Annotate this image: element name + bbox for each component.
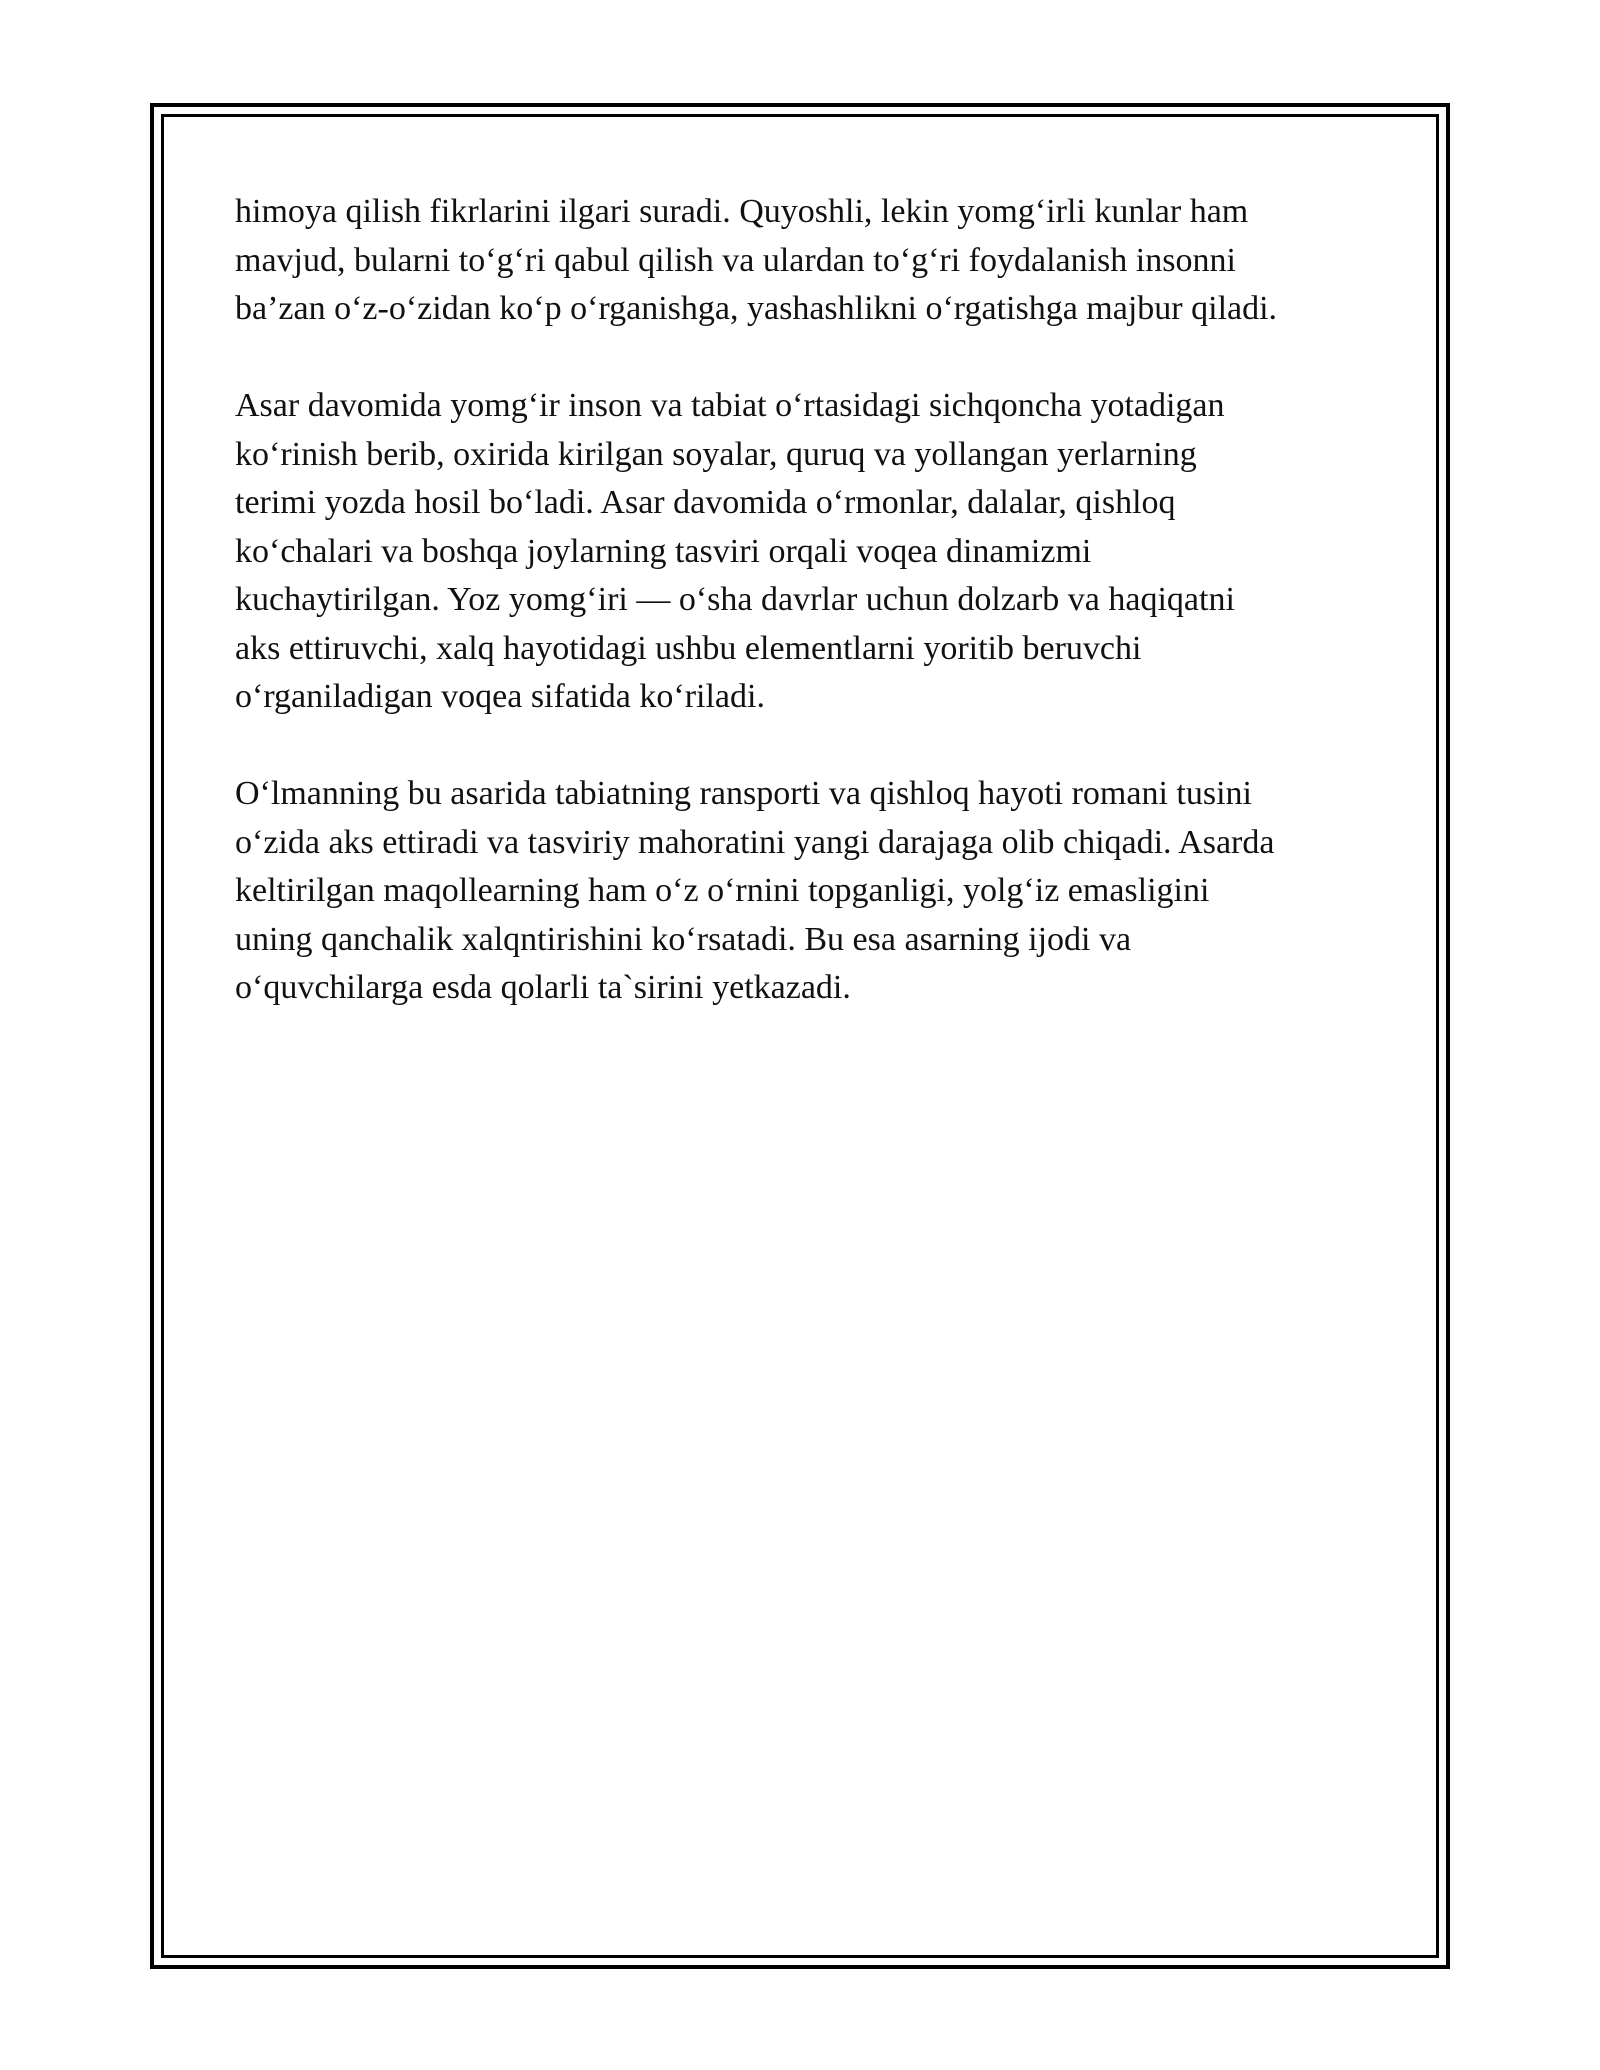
paragraph-2 bbox=[235, 382, 1365, 722]
text-line: kuchaytirilgan. Yoz yomg‘iri — o‘sha davrlar uchun dolzarb va haqiqatni bbox=[235, 581, 1235, 618]
text-line: o‘quvchilarga esda qolarli ta`sirini yetkazadi. bbox=[235, 969, 851, 1006]
text-line: keltirilgan maqollearning ham o‘z o‘rnini topganligi, yolg‘iz emasligini bbox=[235, 872, 1210, 909]
text-line: ba’zan o‘z-o‘zidan ko‘p o‘rganishga, yashashlikni o‘rgatishga majbur qiladi. bbox=[235, 290, 1278, 327]
text-line: ko‘rinish berib, oxirida kirilgan soyalar, quruq va yollangan yerlarning bbox=[235, 435, 1197, 473]
paragraph-1 bbox=[235, 188, 1365, 334]
document-body bbox=[235, 188, 1365, 1061]
text-line: aks ettiruvchi, xalq hayotidagi ushbu elementlarni yoritib beruvchi bbox=[235, 629, 1142, 667]
paragraph-3 bbox=[235, 770, 1365, 1013]
text-line: mavjud, bularni to‘g‘ri qabul qilish va ulardan to‘g‘ri foydalanish insonni bbox=[235, 241, 1236, 279]
text-line: o‘rganiladigan voqea sifatida ko‘riladi. bbox=[235, 678, 765, 715]
text-line: himoya qilish fikrlarini ilgari suradi. Quyoshli, lekin yomg‘irli kunlar ham bbox=[235, 193, 1249, 230]
text-line: O‘lmanning bu asarida tabiatning ransporti va qishloq hayoti romani tusini bbox=[235, 775, 1252, 812]
text-line: uning qanchalik xalqntirishini ko‘rsatadi. Bu esa asarning ijodi va bbox=[235, 920, 1132, 958]
text-line: o‘zida aks ettiradi va tasviriy mahoratini yangi darajaga olib chiqadi. Asarda bbox=[235, 823, 1275, 861]
text-line: ko‘chalari va boshqa joylarning tasviri orqali voqea dinamizmi bbox=[235, 532, 1092, 570]
text-line: Asar davomida yomg‘ir inson va tabiat o‘rtasidagi sichqoncha yotadigan bbox=[235, 387, 1225, 424]
text-line: terimi yozda hosil bo‘ladi. Asar davomida o‘rmonlar, dalalar, qishloq bbox=[235, 484, 1176, 521]
